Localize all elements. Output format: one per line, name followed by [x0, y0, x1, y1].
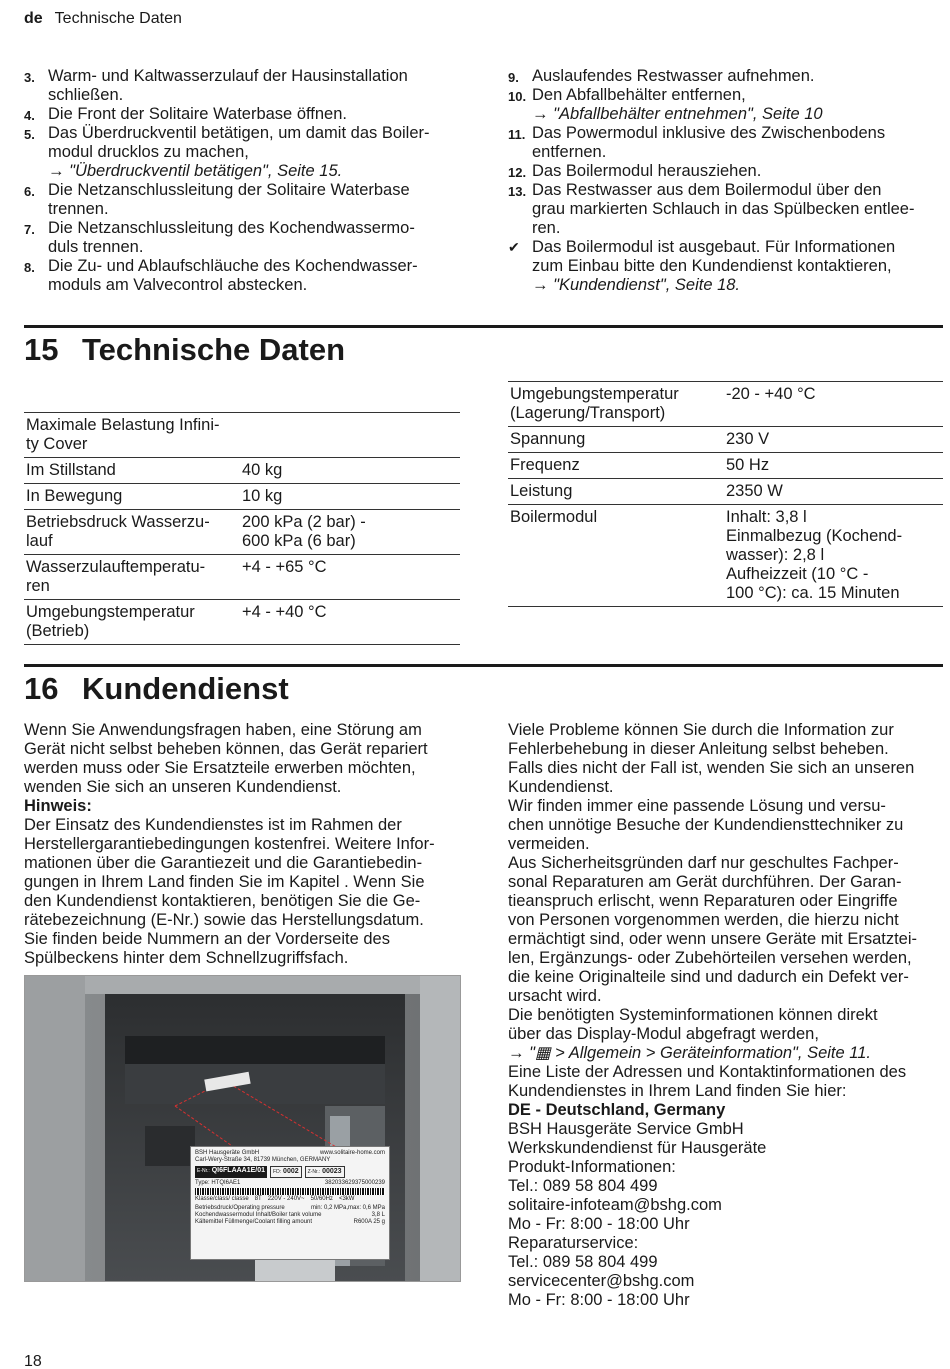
contact-line: solitaire-infoteam@bshg.com	[508, 1196, 722, 1214]
paragraph-line: ursacht wird.	[508, 987, 602, 1005]
paragraph-line: von Personen vorgenommen werden, die hierzu nicht	[508, 911, 899, 929]
table-row	[24, 458, 460, 484]
spec-label-line: Umgebungstemperatur	[510, 385, 679, 403]
list-item	[24, 67, 464, 105]
page-header	[24, 9, 182, 28]
spec-table-right	[508, 381, 943, 607]
note-line: den Kundendienst kontaktieren, benötigen Sie die Ge-	[24, 892, 421, 910]
step-text-line: Das Boilermodul herausziehen.	[532, 162, 762, 180]
note-line: Der Einsatz des Kundendienstes ist im Rahmen der	[24, 816, 402, 834]
list-item	[508, 162, 948, 181]
spec-value	[240, 458, 460, 484]
label-volume-caption: Kochendwassermodul Inhalt/Boiler tank volume	[195, 1212, 322, 1218]
spec-label-line: Umgebungstemperatur	[26, 603, 195, 621]
step-text-line: Die Netzanschlussleitung des Kochendwassermo-	[48, 219, 415, 237]
spec-value-line: +4 - +40 °C	[242, 603, 327, 621]
spec-label	[508, 453, 724, 479]
contact-line: Produkt-Informationen:	[508, 1158, 676, 1176]
country-heading: DE - Deutschland, Germany	[508, 1101, 726, 1119]
list-item	[24, 257, 464, 295]
step-text-line: trennen.	[48, 200, 109, 218]
spec-value-line: 100 °C): ca. 15 Minuten	[726, 584, 900, 602]
list-item	[508, 238, 948, 295]
spec-label-line: Spannung	[510, 430, 586, 448]
spec-value-line: 2350 W	[726, 482, 783, 500]
spec-value-line: 50 Hz	[726, 456, 770, 474]
spec-label-line: (Betrieb)	[26, 622, 90, 640]
label-power: <3kW	[338, 1196, 355, 1202]
spec-label-line: ren	[26, 577, 50, 595]
kundendienst-left-column	[24, 721, 464, 968]
table-row	[508, 427, 943, 453]
step-text-line: Den Abfallbehälter entfernen,	[532, 86, 746, 104]
step-text-line: Auslaufendes Restwasser aufnehmen.	[532, 67, 815, 85]
spec-label	[24, 555, 240, 600]
cross-reference: → "▦ > Allgemein > Geräteinformation", Seite 11.	[508, 1044, 871, 1062]
step-number: 10.	[508, 89, 527, 104]
section-rule	[24, 325, 943, 328]
list-item	[24, 181, 464, 219]
paragraph-line: Falls dies nicht der Fall ist, wenden Sie sich an unseren	[508, 759, 915, 777]
label-fd-caption: FD:	[273, 1169, 282, 1175]
table-row	[508, 505, 943, 607]
label-type: Type: HTQI6AE1	[195, 1180, 241, 1186]
step-number: 6.	[24, 184, 35, 199]
contact-line: servicecenter@bshg.com	[508, 1272, 695, 1290]
label-znr-caption: Z-Nr.:	[307, 1169, 321, 1175]
spec-value-line: -20 - +40 °C	[726, 385, 816, 403]
spec-label	[508, 427, 724, 453]
step-text-line: schließen.	[48, 86, 124, 104]
paragraph-line: Kundendienstes in Ihrem Land finden Sie hier:	[508, 1082, 847, 1100]
barcode	[195, 1188, 385, 1195]
table-row	[24, 555, 460, 600]
contact-line: Tel.: 089 58 804 499	[508, 1177, 658, 1195]
paragraph-line: werden muss oder Sie Ersatzteile erwerben möchten,	[24, 759, 416, 777]
paragraph-line: Gerät nicht selbst beheben können, das Gerät repariert	[24, 740, 428, 758]
contact-line: Mo - Fr: 8:00 - 18:00 Uhr	[508, 1291, 690, 1309]
spec-value-line: 40 kg	[242, 461, 283, 479]
paragraph-line: chen unnötige Besuche der Kundendiensttechniker zu	[508, 816, 904, 834]
step-text-line: Das Powermodul inklusive des Zwischenbodens	[532, 124, 886, 142]
spec-value-line: Aufheizzeit (10 °C -	[726, 565, 869, 583]
spec-value-line: 600 kPa (6 bar)	[242, 532, 356, 550]
spec-label-line: Boilermodul	[510, 508, 598, 526]
spec-value	[724, 453, 943, 479]
language-code: de	[24, 10, 43, 27]
spec-label	[508, 505, 724, 607]
spec-value-line: +4 - +65 °C	[242, 558, 327, 576]
contact-line: Mo - Fr: 8:00 - 18:00 Uhr	[508, 1215, 690, 1233]
table-row	[508, 453, 943, 479]
note-line: Herstellergarantiebedingungen kostenfrei. Weitere Infor-	[24, 835, 435, 853]
paragraph-line: Eine Liste der Adressen und Kontaktinformationen des	[508, 1063, 907, 1081]
label-url: www.solitaire-home.com	[319, 1150, 385, 1156]
step-number: 5.	[24, 127, 35, 142]
step-text-line: Das Restwasser aus dem Boilermodul über den	[532, 181, 882, 199]
paragraph-line: Viele Probleme können Sie durch die Information zur	[508, 721, 894, 739]
spec-value	[240, 600, 460, 645]
step-text-line: zum Einbau bitte den Kundendienst kontaktieren,	[532, 257, 892, 275]
spec-label	[24, 413, 240, 458]
list-item	[24, 219, 464, 257]
label-pressure-caption: Betriebsdruck/Operating pressure	[195, 1205, 285, 1211]
step-text-line: moduls am Valvecontrol abstecken.	[48, 276, 308, 294]
spec-label-line: (Lagerung/Transport)	[510, 404, 666, 422]
list-item	[508, 124, 948, 162]
paragraph-line: Aus Sicherheitsgründen darf nur geschultes Fachper-	[508, 854, 899, 872]
table-row	[24, 413, 460, 458]
section-heading-15	[24, 332, 345, 368]
paragraph-line: ermächtigt sind, oder wenn unsere Geräte mit Ersatztei-	[508, 930, 918, 948]
cross-reference: → "Überdruckventil betätigen", Seite 15.	[48, 162, 343, 180]
label-pressure-value: min: 0,2 MPa,max: 0,6 MPa	[310, 1205, 385, 1211]
step-text-line: Das Boilermodul ist ausgebaut. Für Informationen	[532, 238, 896, 256]
section-number: 15	[24, 332, 59, 367]
spec-table-left	[24, 412, 460, 645]
label-company: BSH Hausgeräte GmbH	[195, 1150, 260, 1156]
step-number: 9.	[508, 70, 519, 85]
step-number: 4.	[24, 108, 35, 123]
note-label: Hinweis:	[24, 797, 92, 815]
note-line: rätebezeichnung (E-Nr.) sowie das Herstellungsdatum.	[24, 911, 424, 929]
step-number: 8.	[24, 260, 35, 275]
step-text-line: entfernen.	[532, 143, 607, 161]
spec-label-line: Im Stillstand	[26, 461, 116, 479]
spec-value	[240, 413, 460, 458]
label-coolant-caption: Kältemittel Füllmenge/Coolant filling amount	[195, 1219, 313, 1225]
paragraph-line: vermeiden.	[508, 835, 590, 853]
step-text-line: grau markierten Schlauch in das Spülbecken entlee-	[532, 200, 915, 218]
paragraph-line: tieanspruch erlischt, wenn Reparaturen oder Eingriffe	[508, 892, 898, 910]
section-heading-16	[24, 671, 289, 707]
contact-line: BSH Hausgeräte Service GmbH	[508, 1120, 744, 1138]
spec-label-line: Frequenz	[510, 456, 580, 474]
label-frequency: 50/60Hz	[310, 1196, 333, 1202]
section-number: 16	[24, 671, 59, 706]
step-text-line: Die Netzanschlussleitung der Solitaire Waterbase	[48, 181, 410, 199]
spec-label-line: ty Cover	[26, 435, 88, 453]
paragraph-line: die keine Originalteile sind und dadurch ein Defekt ver-	[508, 968, 909, 986]
spec-value-line: wasser): 2,8 l	[726, 546, 825, 564]
table-row	[508, 382, 943, 427]
list-item	[24, 124, 464, 181]
label-znr-value: 00023	[322, 1168, 342, 1175]
spec-label	[508, 382, 724, 427]
spec-value	[240, 484, 460, 510]
list-item	[508, 181, 948, 238]
spec-value-line: 10 kg	[242, 487, 283, 505]
spec-label-line: In Bewegung	[26, 487, 123, 505]
contact-line: Reparaturservice:	[508, 1234, 639, 1252]
step-text-line: Die Front der Solitaire Waterbase öffnen.	[48, 105, 347, 123]
step-text-line: Das Überdruckventil betätigen, um damit das Boiler-	[48, 124, 430, 142]
section-title: Technische Daten	[82, 332, 346, 367]
spec-label-line: lauf	[26, 532, 53, 550]
label-fd-value: 0002	[283, 1168, 299, 1175]
spec-value-line: Einmalbezug (Kochend-	[726, 527, 903, 545]
label-serial: 382033629375000239	[324, 1180, 385, 1186]
contact-line: Tel.: 089 58 804 499	[508, 1253, 658, 1271]
table-row	[24, 600, 460, 645]
note-line: Sie finden beide Nummern an der Vorderseite des	[24, 930, 390, 948]
spec-label-line: Betriebsdruck Wasserzu-	[26, 513, 210, 531]
spec-value	[240, 510, 460, 555]
label-voltage: 220V - 240V~	[267, 1196, 305, 1202]
spec-label	[24, 484, 240, 510]
note-line: gungen in Ihrem Land finden Sie im Kapitel . Wenn Sie	[24, 873, 425, 891]
note-line: Spülbeckens hinter dem Schnellzugriffsfach.	[24, 949, 349, 967]
label-coolant-value: R600A 25 g	[353, 1219, 385, 1225]
step-text-line: duls trennen.	[48, 238, 144, 256]
spec-value-line: 230 V	[726, 430, 770, 448]
spec-value-line: Inhalt: 3,8 l	[726, 508, 807, 526]
paragraph-line: über das Display-Modul abgefragt werden,	[508, 1025, 819, 1043]
spec-label-line: Leistung	[510, 482, 573, 500]
step-number: 7.	[24, 222, 35, 237]
type-plate-label	[190, 1146, 390, 1260]
paragraph-line: len, Ergänzungs- oder Zubehörteilen versehen werden,	[508, 949, 912, 967]
paragraph-line: Die benötigten Systeminformationen können direkt	[508, 1006, 878, 1024]
table-row	[24, 510, 460, 555]
steps-list-left	[24, 67, 464, 295]
running-title: Technische Daten	[54, 10, 182, 27]
checkmark-icon: ✔	[508, 239, 520, 255]
step-text-line: Warm- und Kaltwasserzulauf der Hausinstallation	[48, 67, 408, 85]
label-class: Klasse/class/ classe	[195, 1196, 249, 1202]
step-number: 13.	[508, 184, 527, 199]
spec-value	[240, 555, 460, 600]
step-text-line: modul drucklos zu machen,	[48, 143, 249, 161]
steps-list-right	[508, 67, 948, 295]
page-number: 18	[24, 1353, 42, 1369]
spec-value	[724, 382, 943, 427]
spec-value	[724, 427, 943, 453]
cross-reference: → "Abfallbehälter entnehmen", Seite 10	[532, 105, 823, 123]
label-volume-value: 3,8 L	[371, 1212, 385, 1218]
table-row	[508, 479, 943, 505]
spec-label	[24, 600, 240, 645]
type-plate-photo	[24, 975, 461, 1282]
label-address: Carl-Wery-Straße 34, 81739 München, GERMANY	[195, 1157, 331, 1163]
kundendienst-right-column	[508, 721, 948, 1310]
paragraph-line: wenden Sie sich an unseren Kundendienst.	[24, 778, 342, 796]
label-class-value: 8T	[254, 1196, 262, 1202]
step-number: 12.	[508, 165, 527, 180]
note-line: mationen über die Garantiezeit und die Garantiebedin-	[24, 854, 423, 872]
spec-label-line: Wasserzulauftemperatu-	[26, 558, 206, 576]
paragraph-line: Kundendienst.	[508, 778, 614, 796]
label-enr-caption: E-Nr.:	[197, 1168, 210, 1174]
paragraph-line: Wir finden immer eine passende Lösung und versu-	[508, 797, 886, 815]
step-number: 11.	[508, 127, 526, 142]
spec-value	[724, 479, 943, 505]
spec-value-line: 200 kPa (2 bar) -	[242, 513, 366, 531]
section-rule	[24, 664, 943, 667]
step-text-line: ren.	[532, 219, 561, 237]
step-number: 3.	[24, 70, 35, 85]
paragraph-line: Wenn Sie Anwendungsfragen haben, eine Störung am	[24, 721, 422, 739]
label-enr-value: QI6FLAAA1E/01	[211, 1167, 266, 1174]
paragraph-line: Fehlerbehebung in dieser Anleitung selbst beheben.	[508, 740, 889, 758]
list-item	[508, 67, 948, 86]
list-item	[24, 105, 464, 124]
spec-label-line: Maximale Belastung Infini-	[26, 416, 220, 434]
paragraph-line: sonal Reparaturen am Gerät durchführen. Der Garan-	[508, 873, 902, 891]
spec-label	[24, 458, 240, 484]
step-text-line: Die Zu- und Ablaufschläuche des Kochendwasser-	[48, 257, 418, 275]
section-title: Kundendienst	[82, 671, 289, 706]
spec-label	[24, 510, 240, 555]
table-row	[24, 484, 460, 510]
contact-line: Werkskundendienst für Hausgeräte	[508, 1139, 767, 1157]
spec-value	[724, 505, 943, 607]
list-item	[508, 86, 948, 124]
spec-label	[508, 479, 724, 505]
cross-reference: → "Kundendienst", Seite 18.	[532, 276, 741, 294]
